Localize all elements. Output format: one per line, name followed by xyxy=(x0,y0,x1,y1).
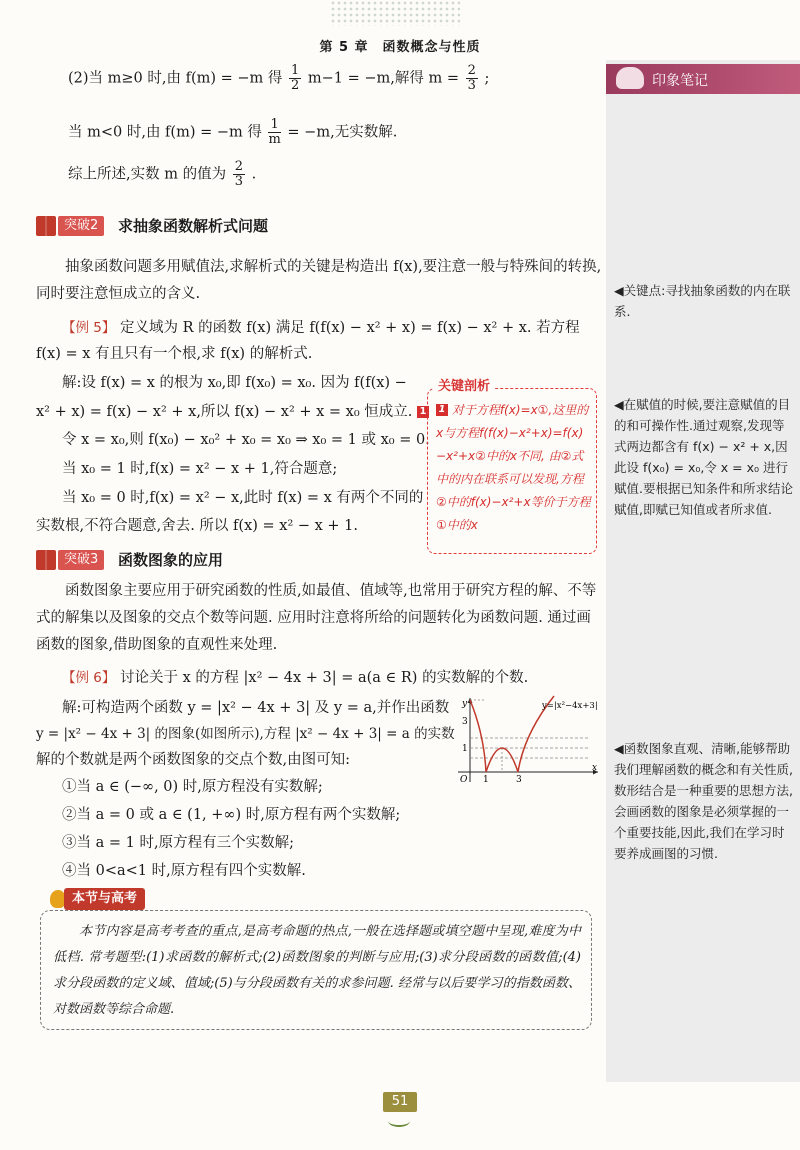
elephant-icon xyxy=(616,67,644,89)
solution-6-line: ①当 a ∈ (−∞, 0) 时,原方程没有实数解; xyxy=(62,779,323,795)
solution-6-line: 解:可构造两个函数 y = |x² − 4x + 3| 及 y = a,并作出函数 xyxy=(62,700,450,716)
solution-5-line: 当 x₀ = 1 时,f(x) = x² − x + 1,符合题意; xyxy=(62,461,338,477)
function-graph xyxy=(450,694,602,784)
side-note-1: ◀关键点:寻找抽象函数的内在联系. xyxy=(614,283,791,319)
solution-line-2: 当 m<0 时,由 f(m) = −m 得 $\frac{1}{m}$ = −m,无实数解. xyxy=(68,117,398,147)
curve-label: y=|x²−4x+3| xyxy=(542,701,598,711)
section-tag: 突破3 xyxy=(58,550,104,570)
example-5-cont: f(x) = x 有且只有一个根,求 f(x) 的解析式. xyxy=(36,346,313,362)
notes-header xyxy=(606,64,800,94)
x-tick: 1 xyxy=(483,775,489,784)
origin-label: O xyxy=(460,775,468,784)
example-tag: 【例 6】 xyxy=(62,670,116,686)
fraction: $\frac{2}{3}$ xyxy=(234,159,243,189)
solution-5-line: 实数根,不符合题意,舍去. 所以 f(x) = x² − x + 1. xyxy=(36,518,359,534)
x-axis-label: x xyxy=(592,763,598,773)
section-2-intro: 抽象函数问题多用赋值法,求解析式的关键是构造出 f(x),要注意一般与特殊间的转换,同时要注意恒成立的含义. xyxy=(36,259,602,302)
example-5: 【例 5】 定义域为 R 的函数 f(x) 满足 f(f(x) − x² + x) = f(x) − x² + x. 若方程 xyxy=(62,320,580,336)
solution-6-line: y = |x² − 4x + 3| 的图象(如图所示),方程 |x² − 4x + 3| = a 的实数 xyxy=(36,726,455,742)
section-title: 函数图象的应用 xyxy=(118,551,224,569)
example-tag: 【例 5】 xyxy=(62,320,116,336)
solution-line-3: 综上所述,实数 m 的值为 $\frac{2}{3}$ . xyxy=(68,159,257,189)
y-tick: 1 xyxy=(462,744,468,754)
gaokao-heading xyxy=(50,888,210,912)
section-3-heading xyxy=(36,548,436,574)
section-2-heading xyxy=(36,214,436,240)
gaokao-box xyxy=(40,910,592,1030)
solution-6-line: ③当 a = 1 时,原方程有三个实数解; xyxy=(62,835,294,851)
book-icon xyxy=(36,216,56,236)
y-axis-label: y xyxy=(462,699,468,709)
solution-5-line: 当 x₀ = 0 时,f(x) = x² − x,此时 f(x) = x 有两个不同的 xyxy=(62,490,424,506)
side-note-3: ◀函数图象直观、清晰,能够帮助我们理解函数的概念和有关性质,数形结合是一种重要的思想方法,会画函数的图象是必须掌握的一个重要技能,因此,我们在学习时要养成画图的习惯. xyxy=(614,741,793,861)
book-icon xyxy=(36,550,56,570)
solution-6-line: 解的个数就是两个函数图象的交点个数,由图可知: xyxy=(36,752,350,768)
annotation-badge: 1 xyxy=(436,404,448,416)
key-analysis-text: 1 对于方程f(x)=x①,这里的x与方程f(f(x)−x²+x)=f(x)−x²+x②中的x不同, 由②式中的内在联系可以发现,方程②中的f(x)−x²+x等价于方程①中的x xyxy=(436,403,591,532)
section-tag: 突破2 xyxy=(58,216,104,236)
fraction: $\frac{1}{m}$ xyxy=(268,117,281,147)
fraction: $\frac{2}{3}$ xyxy=(467,63,476,93)
notes-title: 印象笔记 xyxy=(652,73,708,89)
example-6: 【例 6】 讨论关于 x 的方程 |x² − 4x + 3| = a(a ∈ R) 的实数解的个数. xyxy=(62,670,529,686)
solution-5-line: 解:设 f(x) = x 的根为 x₀,即 f(x₀) = x₀. 因为 f(f(x) − xyxy=(62,375,407,391)
gaokao-title: 本节与高考 xyxy=(64,888,145,910)
notes-sidebar xyxy=(606,60,800,1082)
annotation-badge: 1 xyxy=(417,406,429,418)
gaokao-text: 本节内容是高考考查的重点,是高考命题的热点,一般在选择题或填空题中呈现,难度为中低档. 常考题型:(1)求函数的解析式;(2)函数图象的判断与应用;(3)求分段函数的函数值;(4)求分段函数的定义域、值域;(5)与分段函数有关的求参问题. 经常与以后要学习的指数函数、对数函数等综合命题. xyxy=(53,924,581,1017)
x-tick: 3 xyxy=(516,775,522,784)
key-analysis-box xyxy=(427,379,597,554)
key-analysis-title: 关键剖析 xyxy=(434,375,494,394)
page-number: 51 xyxy=(383,1092,417,1112)
solution-line-1: (2)当 m≥0 时,由 f(m) = −m 得 $\frac{1}{2}$ m−1 = −m,解得 m = $\frac{2}{3}$ ; xyxy=(68,63,490,93)
fraction: $\frac{1}{2}$ xyxy=(291,63,300,93)
solution-6-line: ④当 0<a<1 时,原方程有四个实数解. xyxy=(62,863,306,879)
solution-5-line: x² + x) = f(x) − x² + x,所以 f(x) − x² + x = x₀ 恒成立. 1 xyxy=(36,400,429,421)
chapter-title: 第 5 章 函数概念与性质 xyxy=(319,40,481,55)
section-3-intro: 函数图象主要应用于研究函数的性质,如最值、值域等,也常用于研究方程的解、不等式的解集以及图象的交点个数等问题. 应用时注意将所给的问题转化为函数问题. 通过画函数的图象,借助图象的直观性来处理. xyxy=(36,583,597,653)
leaf-icon xyxy=(388,1115,410,1127)
solution-6-line: ②当 a = 0 或 a ∈ (1, +∞) 时,原方程有两个实数解; xyxy=(62,807,401,823)
y-tick: 3 xyxy=(462,717,468,727)
header-decoration xyxy=(330,0,460,26)
side-note-2: ◀在赋值的时候,要注意赋值的目的和可操作性.通过观察,发现等式两边都含有 f(x) − x² + x,因此设 f(x₀) = x₀,令 x = x₀ 进行赋值.要根据已知条件和所求结论赋值,即赋已知值或者所求值. xyxy=(614,397,793,517)
solution-5-line: 令 x = x₀,则 f(x₀) − x₀² + x₀ = x₀ ⇒ x₀ = 1 或 x₀ = 0. xyxy=(62,432,430,448)
section-title: 求抽象函数解析式问题 xyxy=(118,217,269,235)
